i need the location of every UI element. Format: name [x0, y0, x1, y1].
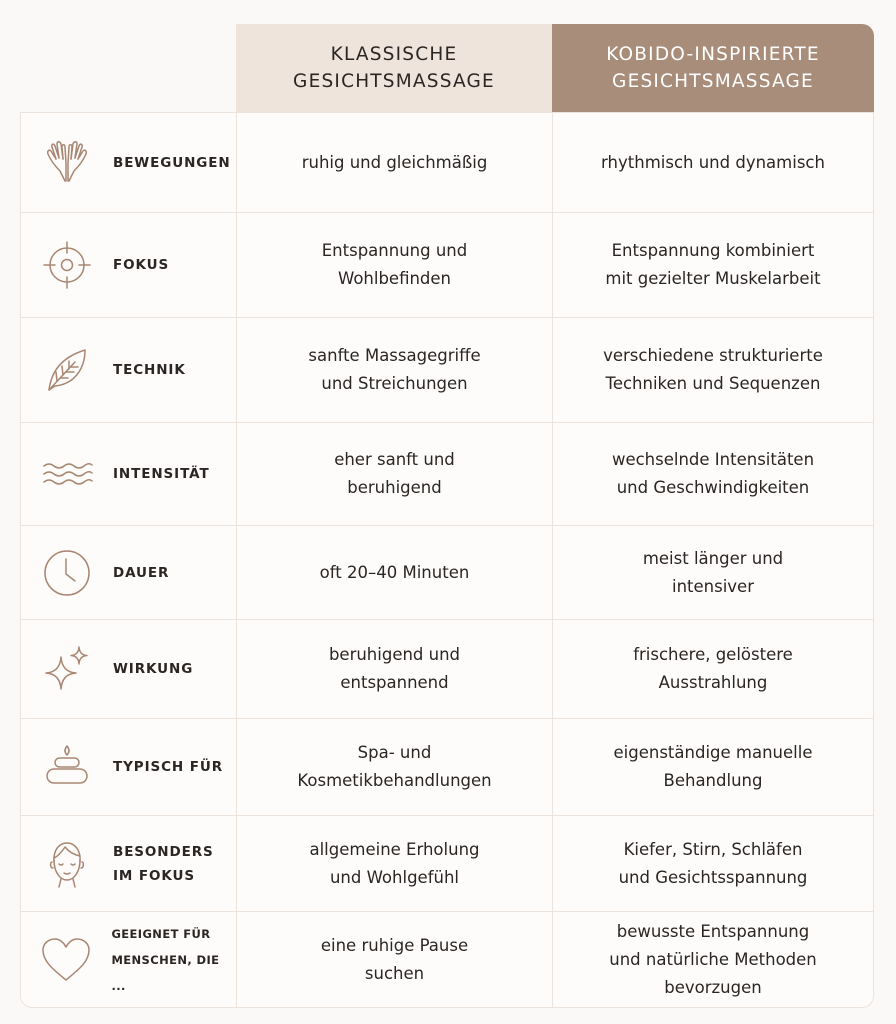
classic-cell-text: ruhig und gleichmäßig: [301, 152, 488, 172]
table-row: [21, 212, 873, 317]
hands-icon: [21, 137, 113, 189]
kobido-cell-text: eigenständige manuelle Behandlung: [613, 743, 813, 790]
classic-cell-text: eher sanft und beruhigend: [334, 450, 455, 497]
classic-cell-text: eine ruhige Pause suchen: [320, 936, 469, 983]
row-label-cell: [21, 113, 237, 212]
kobido-cell-text: meist länger und intensiver: [642, 548, 784, 596]
row-label: WIRKUNG: [113, 661, 194, 677]
waves-icon: [21, 448, 113, 500]
table-row: [21, 317, 873, 422]
kobido-cell: [553, 816, 873, 911]
target-icon: [21, 239, 113, 291]
column-header-classic: [236, 24, 552, 112]
classic-cell: [237, 318, 553, 422]
kobido-cell: [553, 719, 873, 815]
sparkle-icon: [21, 643, 113, 695]
kobido-cell-text: Kiefer, Stirn, Schläfen und Gesichtsspannung: [618, 839, 808, 887]
table-row: [21, 525, 873, 619]
classic-cell: [237, 526, 553, 619]
column-header-kobido-text: KOBIDO-INSPIRIERTE GESICHTSMASSAGE: [606, 44, 820, 92]
kobido-cell-text: bewusste Entspannung und natürliche Methoden bevorzugen: [609, 922, 817, 997]
kobido-cell-text: verschiedene strukturierte Techniken und Sequenzen: [603, 346, 823, 393]
classic-cell-text: oft 20–40 Minuten: [319, 562, 470, 582]
kobido-cell-text: wechselnde Intensitäten und Geschwindigkeiten: [611, 450, 815, 497]
row-label: TECHNIK: [113, 362, 186, 378]
clock-icon: [21, 547, 113, 599]
comparison-table: [20, 112, 874, 1008]
row-label-cell: [21, 213, 237, 317]
classic-cell-text: allgemeine Erholung und Wohlgefühl: [309, 839, 480, 887]
kobido-cell: [553, 526, 873, 619]
row-label-cell: [21, 423, 237, 525]
classic-cell: [237, 620, 553, 718]
row-label-cell: [21, 526, 237, 619]
classic-cell-text: Spa- und Kosmetikbehandlungen: [297, 743, 492, 790]
kobido-cell: [553, 113, 873, 212]
row-label-cell: [21, 318, 237, 422]
face-icon: [21, 838, 113, 890]
row-label-cell: [21, 816, 237, 911]
classic-cell: [237, 912, 553, 1008]
row-label-cell: [21, 719, 237, 815]
row-label: GEEIGNET FÜR MENSCHEN, DIE ...: [111, 927, 220, 993]
kobido-cell-text: frischere, gelöstere Ausstrahlung: [633, 645, 793, 692]
kobido-cell: [553, 213, 873, 317]
classic-cell: [237, 213, 553, 317]
classic-cell: [237, 719, 553, 815]
table-row: [21, 112, 873, 212]
row-label: DAUER: [113, 564, 170, 581]
classic-cell: [237, 423, 553, 525]
heart-icon: [21, 934, 111, 986]
classic-cell-text: sanfte Massagegriffe und Streichungen: [308, 346, 481, 393]
classic-cell-text: beruhigend und entspannend: [328, 645, 461, 692]
row-label-cell: [21, 912, 237, 1008]
kobido-cell: [553, 423, 873, 525]
stones-candle-icon: [21, 741, 113, 793]
classic-cell-text: Entspannung und Wohlbefinden: [321, 241, 468, 288]
row-label: BESONDERS IM FOKUS: [113, 843, 214, 884]
table-row: [21, 619, 873, 718]
classic-cell: [237, 816, 553, 911]
kobido-cell: [553, 912, 873, 1008]
table-row: [21, 718, 873, 815]
table-row: [21, 422, 873, 525]
table-row: [21, 815, 873, 911]
leaf-icon: [21, 344, 113, 396]
row-label: INTENSITÄT: [113, 466, 210, 482]
row-label: FOKUS: [113, 257, 170, 273]
row-label: BEWEGUNGEN: [113, 154, 231, 171]
kobido-cell: [553, 318, 873, 422]
row-label-cell: [21, 620, 237, 718]
kobido-cell-text: Entspannung kombiniert mit gezielter Muskelarbeit: [605, 241, 821, 288]
kobido-cell: [553, 620, 873, 718]
classic-cell: [237, 113, 553, 212]
table-row: [21, 911, 873, 1008]
column-header-classic-text: KLASSISCHE GESICHTSMASSAGE: [293, 44, 495, 92]
kobido-cell-text: rhythmisch und dynamisch: [601, 152, 825, 172]
row-label: TYPISCH FÜR: [113, 759, 224, 775]
column-header-kobido: [552, 24, 874, 112]
